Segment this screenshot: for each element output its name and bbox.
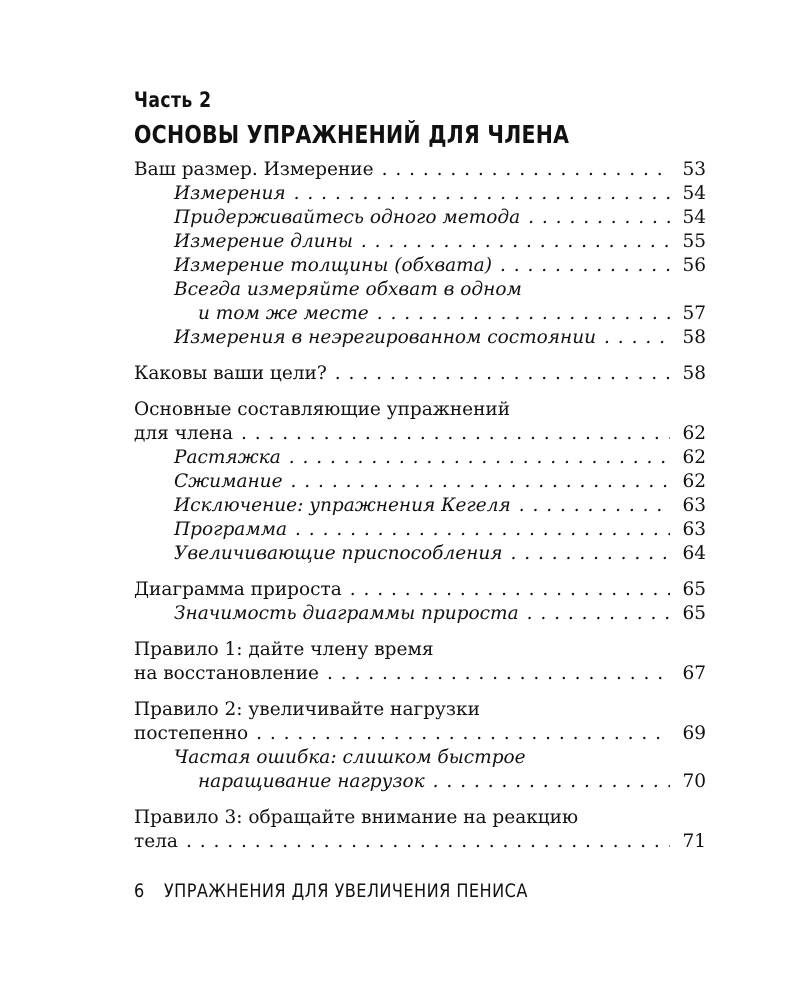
toc-entry[interactable] bbox=[134, 698, 706, 746]
part-title: ОСНОВЫ УПРАЖНЕНИЙ ДЛЯ ЧЛЕНА bbox=[134, 120, 570, 149]
toc-page-number: 63 bbox=[682, 495, 706, 516]
toc-entry[interactable] bbox=[134, 362, 706, 386]
page-footer bbox=[134, 880, 528, 902]
toc-subentry[interactable] bbox=[134, 206, 706, 230]
toc-page-number: 71 bbox=[682, 831, 706, 852]
toc-entry-title: Измерения bbox=[174, 183, 286, 204]
dot-leader bbox=[241, 422, 670, 446]
dot-leader bbox=[500, 254, 670, 278]
toc-page-number: 67 bbox=[682, 663, 706, 684]
toc-entry-title: Измерение длины bbox=[174, 231, 353, 252]
dot-leader bbox=[519, 494, 670, 518]
toc-page-number: 54 bbox=[682, 207, 706, 228]
toc-entry-title: Измерение толщины (обхвата) bbox=[174, 255, 492, 276]
dot-leader bbox=[295, 518, 670, 542]
toc-entry-title: Частая ошибка: слишком быстрое bbox=[174, 747, 526, 768]
part-label: Часть 2 bbox=[134, 88, 212, 112]
toc-entry-title: и том же месте bbox=[198, 303, 369, 324]
dot-leader bbox=[256, 722, 670, 746]
toc-subentry[interactable] bbox=[134, 230, 706, 254]
dot-leader bbox=[528, 206, 670, 230]
toc-entry-title: Программа bbox=[174, 519, 288, 540]
toc-subentry[interactable] bbox=[134, 254, 706, 278]
toc-entry-title: на восстановление bbox=[134, 663, 319, 684]
toc-entry-title: Измерения в неэрегированном состоянии bbox=[174, 327, 597, 348]
toc-page-number: 62 bbox=[682, 471, 706, 492]
toc-page-number: 56 bbox=[682, 255, 706, 276]
toc-entry-title: тела bbox=[134, 831, 178, 852]
toc-entry-title: Увеличивающие приспособления bbox=[174, 543, 503, 564]
toc-entry-title: Основные составляющие упражнений bbox=[134, 399, 511, 420]
toc-page-number: 69 bbox=[682, 723, 706, 744]
toc-subentry[interactable] bbox=[134, 542, 706, 566]
toc-entry-title: постепенно bbox=[134, 723, 249, 744]
dot-leader bbox=[511, 542, 670, 566]
table-of-contents bbox=[134, 158, 706, 854]
toc-entry-title: Диаграмма прироста bbox=[134, 579, 342, 600]
toc-page-number: 54 bbox=[682, 183, 706, 204]
toc-subentry[interactable] bbox=[134, 470, 706, 494]
toc-entry-title: для члена bbox=[134, 423, 233, 444]
toc-subentry[interactable] bbox=[134, 494, 706, 518]
toc-entry-title: Правило 1: дайте члену время bbox=[134, 639, 434, 660]
toc-entry-title: Правило 2: увеличивайте нагрузки bbox=[134, 699, 480, 720]
dot-leader bbox=[527, 602, 670, 626]
toc-entry-title: Исключение: упражнения Кегеля bbox=[174, 495, 511, 516]
toc-entry[interactable] bbox=[134, 578, 706, 602]
toc-subentry[interactable] bbox=[134, 602, 706, 626]
page-number: 6 bbox=[134, 880, 145, 902]
toc-subentry[interactable] bbox=[134, 446, 706, 470]
toc-page-number: 58 bbox=[682, 327, 706, 348]
toc-entry[interactable] bbox=[134, 638, 706, 686]
dot-leader bbox=[604, 326, 670, 350]
toc-entry-title: Каковы ваши цели? bbox=[134, 363, 327, 384]
toc-entry-title: Значимость диаграммы прироста bbox=[174, 603, 519, 624]
toc-entry-title: Правило 3: обращайте внимание на реакцию bbox=[134, 807, 579, 828]
toc-page-number: 53 bbox=[682, 159, 706, 180]
toc-entry[interactable] bbox=[134, 398, 706, 446]
toc-page-number: 70 bbox=[682, 771, 706, 792]
toc-entry-title: Сжимание bbox=[174, 471, 283, 492]
toc-entry-title: наращивание нагрузок bbox=[198, 771, 425, 792]
running-title: УПРАЖНЕНИЯ ДЛЯ УВЕЛИЧЕНИЯ ПЕНИСА bbox=[163, 880, 528, 902]
toc-entry[interactable] bbox=[134, 806, 706, 854]
dot-leader bbox=[350, 578, 670, 602]
toc-page-number: 64 bbox=[682, 543, 706, 564]
toc-page-number: 65 bbox=[682, 603, 706, 624]
dot-leader bbox=[186, 830, 670, 854]
toc-subentry[interactable] bbox=[134, 746, 706, 794]
dot-leader bbox=[327, 662, 670, 686]
dot-leader bbox=[382, 158, 670, 182]
toc-entry-title: Всегда измеряйте обхват в одном bbox=[174, 279, 522, 300]
toc-page-number: 57 bbox=[682, 303, 706, 324]
toc-page-number: 65 bbox=[682, 579, 706, 600]
toc-subentry[interactable] bbox=[134, 518, 706, 542]
toc-entry-title: Придерживайтесь одного метода bbox=[174, 207, 521, 228]
dot-leader bbox=[361, 230, 670, 254]
toc-entry[interactable] bbox=[134, 158, 706, 182]
dot-leader bbox=[289, 446, 670, 470]
dot-leader bbox=[294, 182, 670, 206]
toc-entry-title: Растяжка bbox=[174, 447, 281, 468]
dot-leader bbox=[377, 302, 670, 326]
dot-leader bbox=[335, 362, 670, 386]
toc-page-number: 55 bbox=[682, 231, 706, 252]
toc-page-number: 58 bbox=[682, 363, 706, 384]
toc-page-number: 63 bbox=[682, 519, 706, 540]
toc-subentry[interactable] bbox=[134, 326, 706, 350]
toc-page-number: 62 bbox=[682, 447, 706, 468]
toc-subentry[interactable] bbox=[134, 182, 706, 206]
toc-page-number: 62 bbox=[682, 423, 706, 444]
toc-subentry[interactable] bbox=[134, 278, 706, 326]
dot-leader bbox=[291, 470, 670, 494]
dot-leader bbox=[433, 770, 670, 794]
toc-entry-title: Ваш размер. Измерение bbox=[134, 159, 374, 180]
